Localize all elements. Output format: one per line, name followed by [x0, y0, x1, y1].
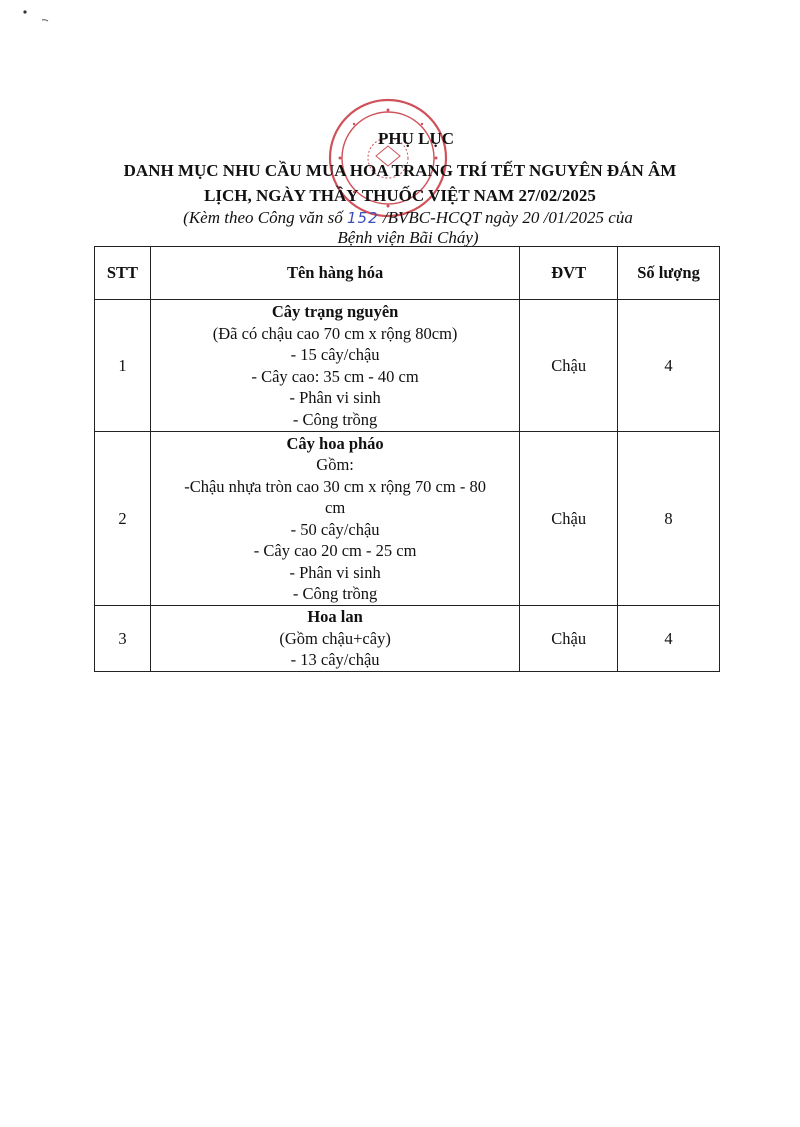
item-detail-line: - 15 cây/chậu: [290, 345, 380, 364]
header-unit: ĐVT: [520, 247, 618, 300]
table-header-row: [95, 247, 720, 300]
reference-number-handwritten: 152: [347, 209, 379, 227]
reference-line: [8, 208, 800, 228]
reference-prefix: (Kèm theo Công văn số: [183, 208, 347, 227]
row-item-description: [150, 606, 519, 672]
item-detail-line: - Phân vi sinh: [289, 388, 381, 407]
reference-suffix: /BVBC-HCQT ngày 20 /01/2025 của: [378, 208, 633, 227]
row-unit: Chậu: [520, 606, 618, 672]
table-row: [95, 432, 720, 606]
item-detail-line: (Đã có chậu cao 70 cm x rộng 80cm): [212, 323, 458, 343]
row-quantity: 4: [618, 300, 720, 432]
appendix-title: PHỤ LỤC: [377, 129, 455, 148]
row-stt: 3: [95, 606, 151, 672]
item-name: Hoa lan: [307, 607, 363, 627]
item-name: Cây trạng nguyên: [271, 302, 399, 321]
document-title-line1: DANH MỤC NHU CẦU MUA HOA TRANG TRÍ TẾT NGUYÊN ĐÁN ÂM: [123, 161, 677, 180]
row-item-description: [150, 432, 519, 606]
table-row: [95, 606, 720, 672]
goods-table: [94, 246, 720, 672]
item-detail-line: -Chậu nhựa tròn cao 30 cm x rộng 70 cm - 80: [184, 476, 486, 496]
row-quantity: 8: [618, 432, 720, 606]
scan-speck-mark: [22, 8, 52, 28]
item-detail-line: - Cây cao 20 cm - 25 cm: [253, 541, 417, 560]
document-title-line2: LỊCH, NGÀY THẦY THUỐC VIỆT NAM 27/02/2025: [204, 186, 596, 205]
item-detail-line: - 50 cây/chậu: [290, 519, 380, 539]
item-detail-line: - 13 cây/chậu: [290, 650, 380, 670]
item-detail-line: - Công trồng: [292, 584, 378, 603]
row-item-description: [150, 300, 519, 432]
header-stt: STT: [95, 247, 151, 300]
item-subtitle: (Gồm chậu+cây): [279, 628, 391, 648]
item-detail-line: cm: [325, 498, 346, 517]
header-item-name: Tên hàng hóa: [150, 247, 519, 300]
item-detail-line: - Công trồng: [292, 409, 378, 429]
item-detail-line: Gồm:: [316, 455, 354, 474]
item-detail-line: - Phân vi sinh: [289, 562, 381, 582]
header-quantity: Số lượng: [618, 247, 720, 300]
table-row: [95, 300, 720, 432]
item-detail-line: - Cây cao: 35 cm - 40 cm: [251, 366, 419, 386]
row-stt: 1: [95, 300, 151, 432]
row-unit: Chậu: [520, 432, 618, 606]
reference-line2: Bệnh viện Bãi Cháy): [337, 228, 479, 247]
item-name: Cây hoa pháo: [286, 433, 384, 453]
row-stt: 2: [95, 432, 151, 606]
row-quantity: 4: [618, 606, 720, 672]
row-unit: Chậu: [520, 300, 618, 432]
